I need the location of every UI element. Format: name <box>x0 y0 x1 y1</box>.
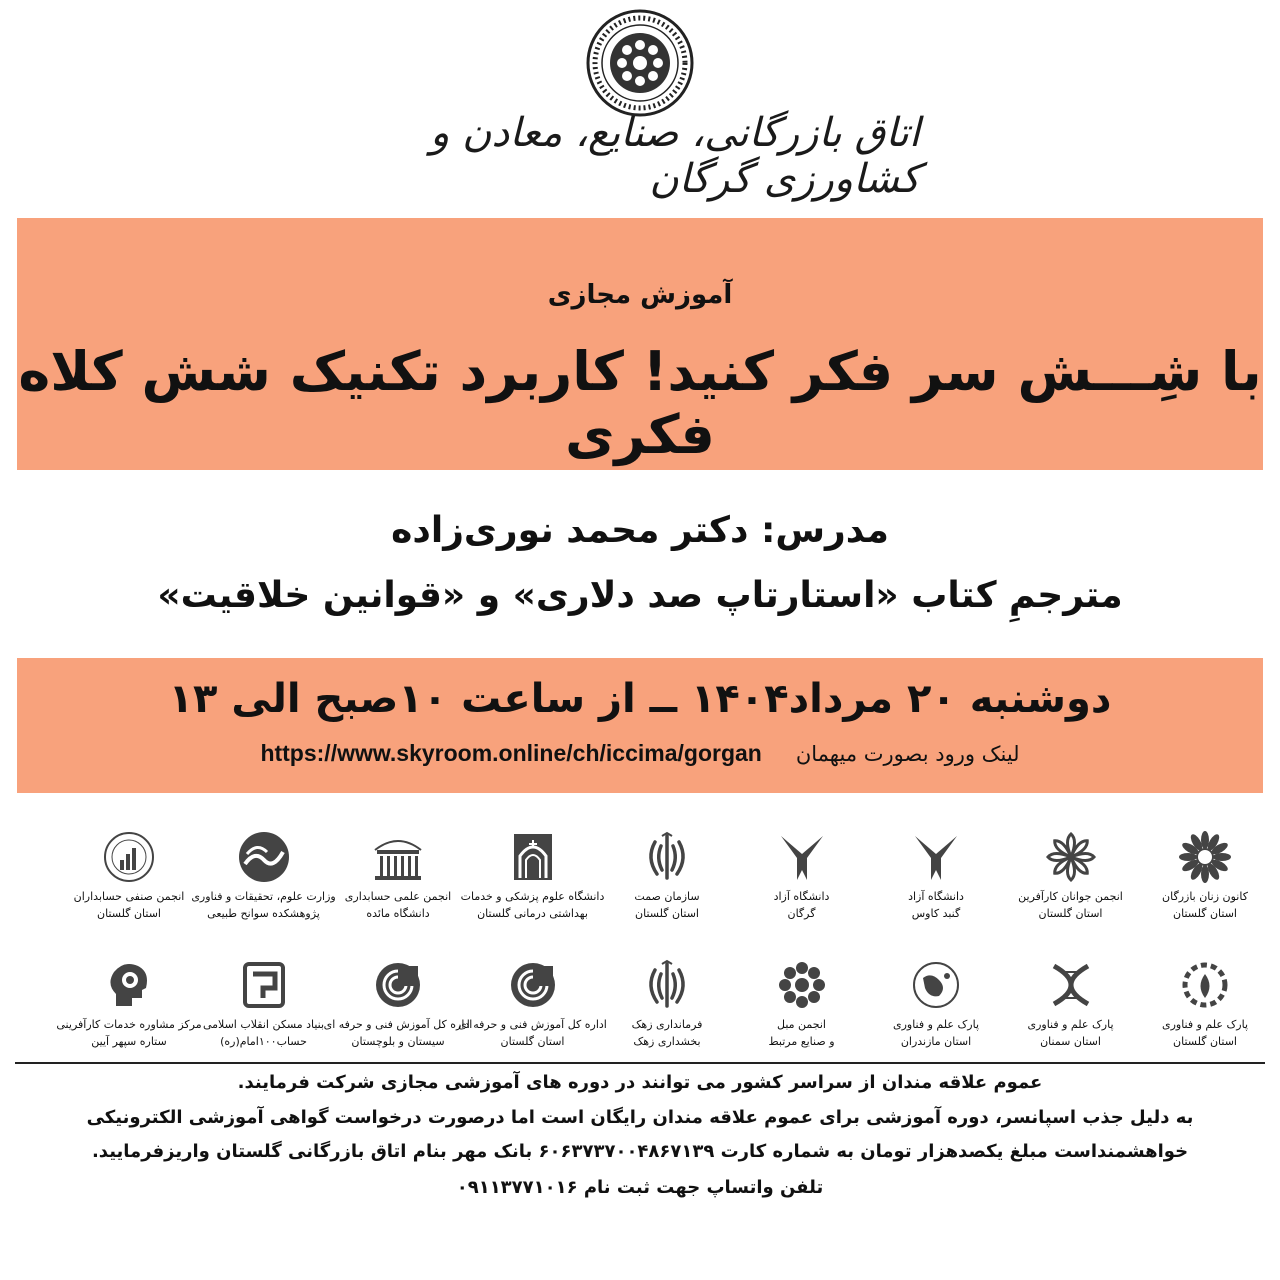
sponsor-location: استان گلستان <box>1173 907 1237 920</box>
building-icon <box>371 830 425 884</box>
sponsor-name: انجمن صنفی حسابداران <box>73 890 185 903</box>
housing-icon <box>237 958 291 1012</box>
sponsor-name: پارک علم و فناوری <box>1161 1018 1249 1031</box>
sponsor-location: ستاره سپهر آیین <box>91 1035 167 1048</box>
sponsor-location: و صنایع مرتبط <box>768 1035 835 1048</box>
head-gear-icon <box>102 958 156 1012</box>
medical-university-icon <box>506 830 560 884</box>
sponsor-name: انجمن مبل <box>777 1018 826 1031</box>
dots-flower-icon <box>775 958 829 1012</box>
iran-emblem-icon <box>640 830 694 884</box>
row2-sponsor-5 <box>592 958 742 1050</box>
sunflower-icon <box>1178 830 1232 884</box>
row1-sponsor-4 <box>727 830 877 922</box>
join-link-label: لینک ورود بصورت میهمان <box>795 742 1020 766</box>
sponsor-location: پژوهشکده سوانح طبیعی <box>207 907 320 920</box>
sponsor-location: دانشگاه مائده <box>366 907 430 920</box>
row1-sponsor-9 <box>54 830 204 922</box>
footer-divider <box>15 1062 1265 1064</box>
sponsor-name: مرکز مشاوره خدمات کارآفرینی <box>56 1018 202 1031</box>
row2-sponsor-8 <box>189 958 339 1050</box>
row1-sponsor-5 <box>592 830 742 922</box>
sponsor-location: استان گلستان <box>500 1035 565 1048</box>
event-date-time: دوشنبه ۲۰ مرداد۱۴۰۴ ــ از ساعت ۱۰صبح الی ۱۳ <box>168 676 1112 722</box>
event-title: با شِـــش سر فکر کنید! کاربرد تکنیک شش کلاه فکری <box>18 340 1262 466</box>
event-subtitle: آموزش مجازی <box>547 280 733 310</box>
row2-sponsor-9 <box>54 958 204 1050</box>
organization-name: اتاق بازرگانی، صنایع، معادن و کشاورزی گرگان <box>430 110 920 202</box>
instructor-name: مدرس: دکتر محمد نوری‌زاده <box>391 510 889 551</box>
footer-line-2: به دلیل جذب اسپانسر، دوره آموزشی برای عموم علاقه مندان رایگان است اما درصورت درخواست گواهی آموزشی الکترونیکی <box>86 1107 1194 1128</box>
sponsor-location: بخشداری زهک <box>633 1035 701 1048</box>
sponsor-location: گرگان <box>787 907 816 920</box>
sponsor-name: سازمان صمت <box>634 890 700 903</box>
row2-sponsor-2 <box>996 958 1146 1050</box>
flower-icon <box>1044 830 1098 884</box>
sponsor-name: بنیاد مسکن انقلاب اسلامی <box>202 1018 325 1031</box>
sponsor-name: انجمن جوانان کارآفرین <box>1018 890 1123 903</box>
row1-sponsor-6 <box>458 830 608 922</box>
sponsor-location: استان مازندران <box>900 1035 972 1048</box>
sponsor-name: فرمانداری زهک <box>631 1018 703 1031</box>
row2-sponsor-6 <box>458 958 608 1050</box>
sponsor-name: پارک علم و فناوری <box>1027 1018 1114 1031</box>
sponsor-name: کانون زنان بازرگان <box>1162 890 1248 903</box>
sponsor-location: استان گلستان <box>1173 1035 1237 1048</box>
azad-university-icon <box>909 830 963 884</box>
azad-university-icon <box>775 830 829 884</box>
sponsor-location: استان گلستان <box>1038 907 1103 920</box>
footer-line-1: عموم علاقه مندان از سراسر کشور می توانند در دوره های آموزشی مجازی شرکت فرمایند. <box>237 1072 1043 1093</box>
join-link-url[interactable]: https://www.skyroom.online/ch/iccima/gorgan <box>260 740 762 766</box>
tvto-icon <box>506 958 560 1012</box>
sponsor-name: دانشگاه آزاد <box>908 890 964 903</box>
sponsor-location: حساب۱۰۰امام(ره) <box>220 1035 307 1048</box>
row2-sponsor-1 <box>1130 958 1280 1050</box>
instructor-credentials: مترجمِ کتاب «استارتاپ صد دلاری» و «قوانین خلاقیت» <box>157 575 1123 616</box>
seal-icon <box>102 830 156 884</box>
sponsor-location: سیستان و بلوچستان <box>351 1035 445 1048</box>
sponsor-name: دانشگاه علوم پزشکی و خدمات <box>460 890 605 903</box>
sponsor-location: استان گلستان <box>97 907 161 920</box>
tvto-icon <box>371 958 425 1012</box>
chamber-seal-logo <box>585 8 695 118</box>
iran-emblem-icon <box>640 958 694 1012</box>
sponsor-name: دانشگاه آزاد <box>773 890 830 903</box>
row1-sponsor-8 <box>189 830 339 922</box>
row2-sponsor-7 <box>323 958 473 1050</box>
sponsor-name: پارک علم و فناوری <box>892 1018 980 1031</box>
wave-circle-icon <box>237 830 291 884</box>
row1-sponsor-7 <box>323 830 473 922</box>
sponsor-location: گنبد کاوس <box>911 907 961 920</box>
dna-icon <box>1044 958 1098 1012</box>
row1-sponsor-1 <box>1130 830 1280 922</box>
gear-leaf-icon <box>1178 958 1232 1012</box>
globe-icon <box>909 958 963 1012</box>
sponsor-location: استان سمنان <box>1040 1035 1101 1048</box>
sponsor-location: استان گلستان <box>635 907 699 920</box>
sponsor-location: بهداشتی درمانی گلستان <box>477 907 588 920</box>
footer-line-4: تلفن واتساپ جهت ثبت نام ۰۹۱۱۳۷۷۱۰۱۶ <box>456 1177 824 1198</box>
row1-sponsor-2 <box>996 830 1146 922</box>
sponsor-name: اداره کل آموزش فنی و حرفه ای <box>323 1018 473 1031</box>
row2-sponsor-3 <box>861 958 1011 1050</box>
row1-sponsor-3 <box>861 830 1011 922</box>
sponsor-name: وزارت علوم، تحقیقات و فناوری <box>191 890 336 903</box>
join-link-row <box>0 740 1280 767</box>
sponsor-name: اداره کل آموزش فنی و حرفه ای <box>458 1018 607 1031</box>
sponsor-name: انجمن علمی حسابداری <box>344 890 452 903</box>
row2-sponsor-4 <box>727 958 877 1050</box>
footer-line-3: خواهشمنداست مبلغ یکصدهزار تومان به شماره کارت ۶۰۶۳۷۳۷۰۰۴۸۶۷۱۳۹ بانک مهر بنام اتاق بازرگانی گلستان واریزفرمایید. <box>91 1141 1189 1162</box>
